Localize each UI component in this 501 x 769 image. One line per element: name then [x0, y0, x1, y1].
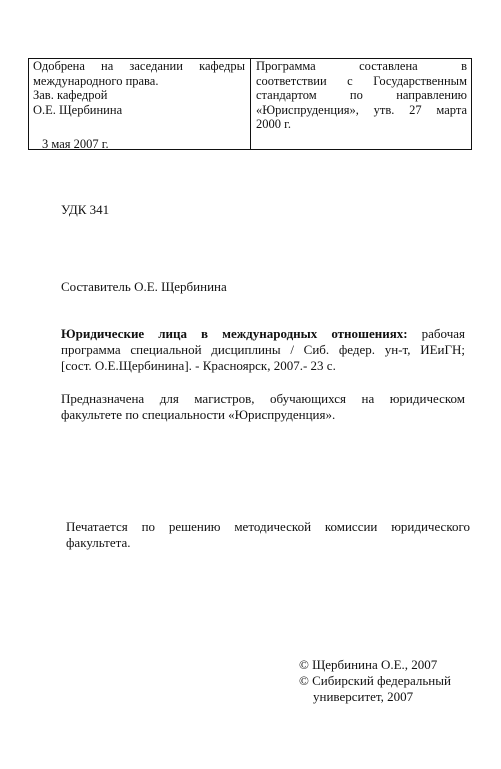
approval-right-line: стандартом по направлению	[256, 88, 467, 102]
approval-left-line: Одобрена на заседании кафедры	[33, 59, 245, 73]
approval-right-line: соответствии с Государственным	[256, 73, 467, 88]
printing-authorization	[66, 519, 470, 551]
approval-right-cell	[256, 59, 467, 132]
approval-left-cell	[33, 59, 245, 117]
compiler-line: Составитель О.Е. Щербинина	[61, 279, 227, 294]
copyright-line-2: © Сибирский федеральный	[299, 673, 451, 688]
purpose-line-2: факультете по специальности «Юриспруденция».	[61, 407, 336, 422]
approval-right-line: «Юриспруденция», утв. 27 марта	[256, 102, 467, 117]
printed-line-2: факультета.	[66, 535, 131, 550]
purpose-paragraph	[61, 391, 465, 423]
copyright-block	[299, 657, 451, 705]
approval-right-line: 2000 г.	[256, 117, 291, 131]
approval-date: 3 мая 2007 г.	[42, 137, 109, 151]
approval-table-divider	[250, 58, 251, 150]
approval-right-line: Программа составлена в	[256, 59, 467, 73]
udk-code: УДК 341	[61, 202, 110, 217]
biblio-line-1	[61, 326, 465, 342]
biblio-line-1-rest: рабочая	[407, 326, 465, 341]
approval-left-line: О.Е. Щербинина	[33, 102, 123, 117]
approval-left-line: Зав. кафедрой	[33, 88, 108, 102]
biblio-line-3: [сост. О.Е.Щербинина]. - Красноярск, 2007.- 23 с.	[61, 358, 336, 373]
copyright-line-3: университет, 2007	[313, 689, 414, 704]
printed-line-1: Печатается по решению методической комиссии юридического	[66, 519, 470, 534]
biblio-line-2: программа специальной дисциплины / Сиб. федер. ун-т, ИЕиГН;	[61, 342, 465, 357]
biblio-title: Юридические лица в международных отношениях:	[61, 326, 408, 341]
copyright-line-1: © Щербинина О.Е., 2007	[299, 657, 438, 672]
purpose-line-1: Предназначена для магистров, обучающихся на юридическом	[61, 391, 465, 406]
bibliographic-description	[61, 326, 465, 374]
approval-left-line: международного права.	[33, 73, 159, 88]
